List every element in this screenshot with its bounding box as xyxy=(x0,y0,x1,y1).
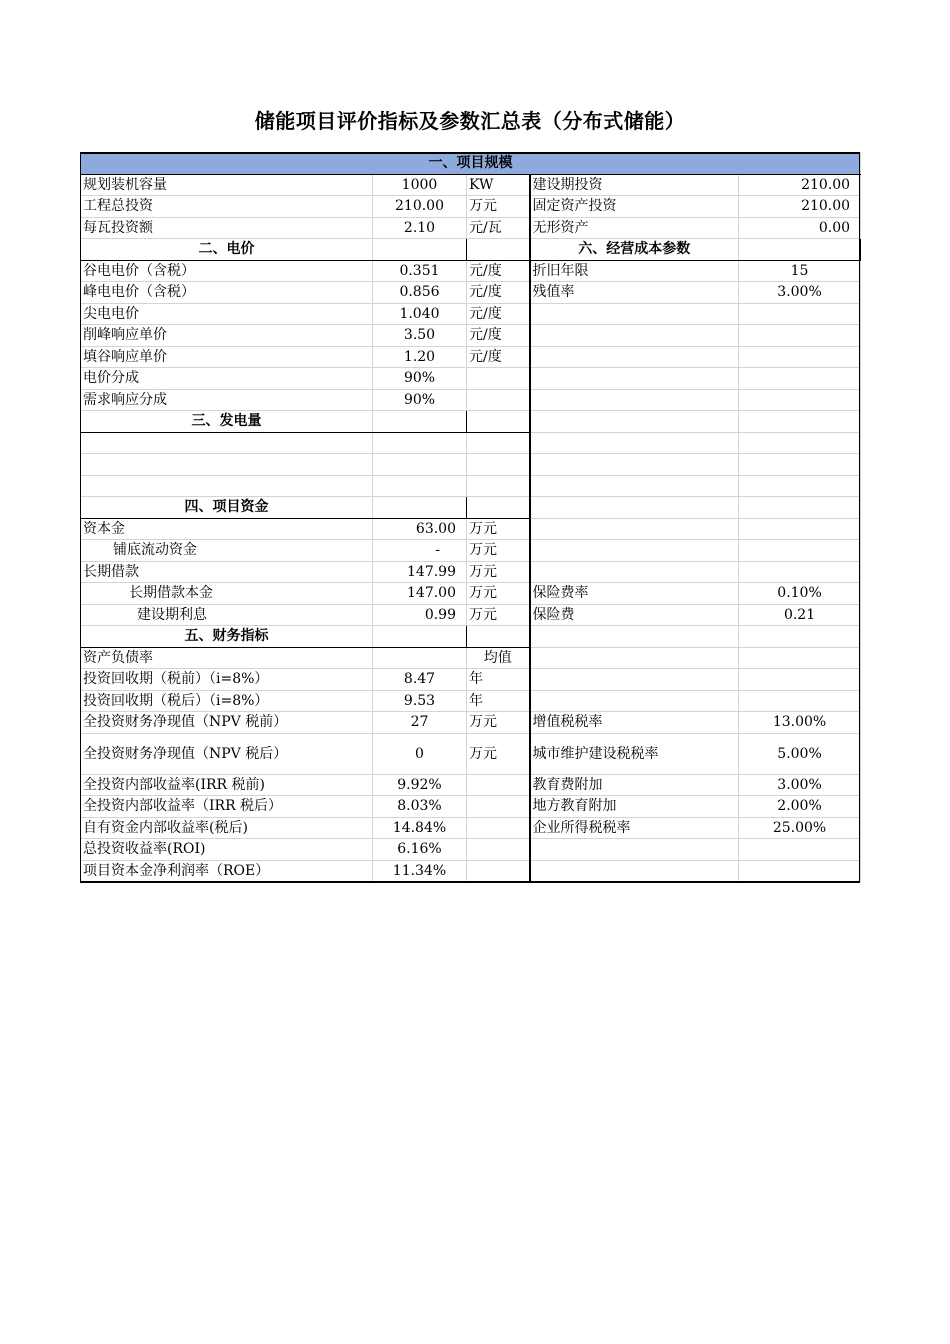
cell-unit[interactable]: 元/瓦 xyxy=(467,217,530,239)
table-row xyxy=(81,389,861,411)
cell-empty[interactable] xyxy=(739,475,861,497)
table-row xyxy=(81,217,861,239)
table-row xyxy=(81,432,861,454)
cell-empty[interactable] xyxy=(739,432,861,454)
cell-label[interactable]: 建设期投资 xyxy=(530,174,739,196)
cell-empty[interactable] xyxy=(373,647,467,669)
cell-value[interactable]: 0.10% xyxy=(739,583,861,605)
table-row xyxy=(81,475,861,497)
cell-unit[interactable]: 万元 xyxy=(467,196,530,218)
cell-empty[interactable] xyxy=(467,497,530,519)
cell-unit[interactable]: 万元 xyxy=(467,712,530,734)
cell-empty[interactable] xyxy=(739,561,861,583)
cell-value[interactable]: 15 xyxy=(739,260,861,282)
cell-value[interactable]: 90% xyxy=(373,368,467,390)
cell-value[interactable]: 0.21 xyxy=(739,604,861,626)
cell-label[interactable]: 城市维护建设税税率 xyxy=(530,733,739,774)
cell-empty[interactable] xyxy=(739,626,861,648)
cell-unit[interactable]: 年 xyxy=(467,690,530,712)
section-title-funds[interactable]: 四、项目资金 xyxy=(81,497,373,519)
cell-empty[interactable] xyxy=(530,303,739,325)
cell-label[interactable]: 削峰响应单价 xyxy=(81,325,373,347)
cell-label[interactable]: 保险费率 xyxy=(530,583,739,605)
section-title-opcost[interactable]: 六、经营成本参数 xyxy=(530,239,739,261)
cell-empty[interactable] xyxy=(467,817,530,839)
section-title-generation[interactable]: 三、发电量 xyxy=(81,411,373,433)
cell-label[interactable]: 地方教育附加 xyxy=(530,796,739,818)
cell-empty[interactable] xyxy=(530,325,739,347)
cell-label[interactable]: 教育费附加 xyxy=(530,774,739,796)
cell-note[interactable]: 均值 xyxy=(467,647,530,669)
cell-value[interactable]: 6.16% xyxy=(373,839,467,861)
cell-label[interactable]: 尖电电价 xyxy=(81,303,373,325)
cell-empty[interactable] xyxy=(530,346,739,368)
cell-empty[interactable] xyxy=(467,796,530,818)
cell-label[interactable]: 长期借款本金 xyxy=(81,583,373,605)
table-row xyxy=(81,303,861,325)
cell-label[interactable]: 投资回收期（税前）（i=8%） xyxy=(81,669,373,691)
cell-label[interactable]: 长期借款 xyxy=(81,561,373,583)
cell-value[interactable]: 147.99 xyxy=(373,561,467,583)
cell-empty[interactable] xyxy=(530,432,739,454)
cell-empty[interactable] xyxy=(373,475,467,497)
cell-empty[interactable] xyxy=(467,475,530,497)
cell-label[interactable]: 残值率 xyxy=(530,282,739,304)
cell-empty[interactable] xyxy=(81,432,373,454)
cell-value[interactable]: 0.351 xyxy=(373,260,467,282)
cell-value[interactable]: 0 xyxy=(373,733,467,774)
cell-empty[interactable] xyxy=(739,325,861,347)
cell-empty[interactable] xyxy=(467,239,530,261)
cell-unit[interactable]: 万元 xyxy=(467,604,530,626)
cell-value[interactable]: 3.50 xyxy=(373,325,467,347)
cell-empty[interactable] xyxy=(467,389,530,411)
cell-empty[interactable] xyxy=(81,454,373,476)
cell-empty[interactable] xyxy=(530,454,739,476)
cell-unit[interactable]: 元/度 xyxy=(467,325,530,347)
cell-empty[interactable] xyxy=(530,411,739,433)
cell-empty[interactable] xyxy=(739,303,861,325)
table-row xyxy=(81,454,861,476)
table-row xyxy=(81,733,861,774)
cell-unit[interactable]: 万元 xyxy=(467,733,530,774)
table-row xyxy=(81,540,861,562)
cell-label[interactable]: 全投资内部收益率（IRR 税后） xyxy=(81,796,373,818)
table-row xyxy=(81,196,861,218)
cell-value[interactable]: 210.00 xyxy=(739,174,861,196)
cell-unit[interactable]: 元/度 xyxy=(467,282,530,304)
cell-empty[interactable] xyxy=(530,839,739,861)
cell-empty[interactable] xyxy=(739,346,861,368)
cell-label[interactable]: 无形资产 xyxy=(530,217,739,239)
cell-value[interactable]: 11.34% xyxy=(373,860,467,882)
cell-empty[interactable] xyxy=(739,389,861,411)
table-row xyxy=(81,497,861,519)
table-row xyxy=(81,860,861,882)
cell-empty[interactable] xyxy=(467,860,530,882)
summary-table xyxy=(80,152,861,882)
cell-value[interactable]: 25.00% xyxy=(739,817,861,839)
cell-empty[interactable] xyxy=(81,475,373,497)
cell-empty[interactable] xyxy=(739,239,861,261)
cell-value[interactable]: 1000 xyxy=(373,174,467,196)
section-title-finance[interactable]: 五、财务指标 xyxy=(81,626,373,648)
cell-label[interactable]: 增值税税率 xyxy=(530,712,739,734)
cell-value[interactable]: 13.00% xyxy=(739,712,861,734)
cell-unit[interactable]: 元/度 xyxy=(467,303,530,325)
table-row xyxy=(81,690,861,712)
cell-value[interactable]: 8.03% xyxy=(373,796,467,818)
cell-empty[interactable] xyxy=(373,497,467,519)
cell-empty[interactable] xyxy=(467,774,530,796)
cell-label[interactable]: 规划装机容量 xyxy=(81,174,373,196)
table-row xyxy=(81,325,861,347)
cell-label[interactable]: 全投资内部收益率(IRR 税前) xyxy=(81,774,373,796)
cell-empty[interactable] xyxy=(530,497,739,519)
cell-empty[interactable] xyxy=(467,454,530,476)
cell-empty[interactable] xyxy=(373,239,467,261)
cell-value[interactable]: 147.00 xyxy=(373,583,467,605)
cell-label[interactable]: 铺底流动资金 xyxy=(81,540,373,562)
cell-value[interactable]: 0.00 xyxy=(739,217,861,239)
cell-value[interactable]: 90% xyxy=(373,389,467,411)
cell-empty[interactable] xyxy=(373,432,467,454)
cell-label[interactable]: 需求响应分成 xyxy=(81,389,373,411)
cell-label[interactable]: 投资回收期（税后）（i=8%） xyxy=(81,690,373,712)
cell-label[interactable]: 填谷响应单价 xyxy=(81,346,373,368)
cell-value[interactable]: 0.99 xyxy=(373,604,467,626)
cell-empty[interactable] xyxy=(467,626,530,648)
cell-value[interactable]: 14.84% xyxy=(373,817,467,839)
cell-label[interactable]: 固定资产投资 xyxy=(530,196,739,218)
table-row xyxy=(81,712,861,734)
table-row xyxy=(81,774,861,796)
table-row xyxy=(81,839,861,861)
cell-label[interactable]: 谷电电价（含税） xyxy=(81,260,373,282)
cell-empty[interactable] xyxy=(739,454,861,476)
cell-value[interactable]: 210.00 xyxy=(739,196,861,218)
cell-empty[interactable] xyxy=(530,518,739,540)
cell-value[interactable]: 5.00% xyxy=(739,733,861,774)
cell-value[interactable]: 9.53 xyxy=(373,690,467,712)
table-row xyxy=(81,669,861,691)
cell-empty[interactable] xyxy=(739,497,861,519)
cell-empty[interactable] xyxy=(373,454,467,476)
cell-label[interactable]: 资本金 xyxy=(81,518,373,540)
cell-label[interactable]: 工程总投资 xyxy=(81,196,373,218)
cell-empty[interactable] xyxy=(530,561,739,583)
cell-label[interactable]: 保险费 xyxy=(530,604,739,626)
cell-label[interactable]: 资产负债率 xyxy=(81,647,373,669)
table-row xyxy=(81,626,861,648)
cell-value[interactable]: 1.040 xyxy=(373,303,467,325)
cell-value[interactable]: 1.20 xyxy=(373,346,467,368)
table-row xyxy=(81,817,861,839)
section-title-scale: 一、项目规模 xyxy=(428,155,513,172)
table-row xyxy=(81,368,861,390)
table-row xyxy=(81,561,861,583)
page-title: 储能项目评价指标及参数汇总表（分布式储能） xyxy=(254,109,686,133)
cell-empty[interactable] xyxy=(530,389,739,411)
cell-empty[interactable] xyxy=(467,368,530,390)
cell-empty[interactable] xyxy=(739,839,861,861)
cell-value[interactable]: 63.00 xyxy=(373,518,467,540)
cell-value[interactable]: 210.00 xyxy=(373,196,467,218)
cell-label[interactable]: 项目资本金净利润率（ROE） xyxy=(81,860,373,882)
cell-label[interactable]: 每瓦投资额 xyxy=(81,217,373,239)
table-row xyxy=(81,174,861,196)
cell-unit[interactable]: 万元 xyxy=(467,540,530,562)
cell-label[interactable]: 建设期利息 xyxy=(81,604,373,626)
cell-label[interactable]: 峰电电价（含税） xyxy=(81,282,373,304)
cell-empty[interactable] xyxy=(373,626,467,648)
cell-empty[interactable] xyxy=(373,411,467,433)
cell-empty[interactable] xyxy=(530,626,739,648)
cell-empty[interactable] xyxy=(739,690,861,712)
table-row xyxy=(81,282,861,304)
cell-empty[interactable] xyxy=(530,669,739,691)
cell-unit[interactable]: KW xyxy=(467,174,530,196)
cell-empty[interactable] xyxy=(739,368,861,390)
cell-unit[interactable]: 年 xyxy=(467,669,530,691)
cell-empty[interactable] xyxy=(739,411,861,433)
cell-label[interactable]: 总投资收益率(ROI) xyxy=(81,839,373,861)
cell-empty[interactable] xyxy=(530,860,739,882)
cell-label[interactable]: 全投资财务净现值（NPV 税后） xyxy=(81,733,373,774)
cell-label[interactable]: 电价分成 xyxy=(81,368,373,390)
cell-value[interactable]: - xyxy=(373,540,467,562)
summary-sheet xyxy=(80,152,860,881)
cell-empty[interactable] xyxy=(739,860,861,882)
cell-value[interactable]: 3.00% xyxy=(739,774,861,796)
cell-label[interactable]: 企业所得税税率 xyxy=(530,817,739,839)
cell-empty[interactable] xyxy=(739,669,861,691)
cell-label[interactable]: 自有资金内部收益率(税后) xyxy=(81,817,373,839)
cell-unit[interactable]: 万元 xyxy=(467,518,530,540)
table-row xyxy=(81,346,861,368)
cell-label[interactable]: 全投资财务净现值（NPV 税前） xyxy=(81,712,373,734)
cell-label[interactable]: 折旧年限 xyxy=(530,260,739,282)
cell-value[interactable]: 9.92% xyxy=(373,774,467,796)
table-row xyxy=(81,796,861,818)
cell-value[interactable]: 2.00% xyxy=(739,796,861,818)
cell-empty[interactable] xyxy=(530,540,739,562)
cell-empty[interactable] xyxy=(739,647,861,669)
cell-empty[interactable] xyxy=(739,518,861,540)
cell-unit[interactable]: 元/度 xyxy=(467,346,530,368)
cell-value[interactable]: 2.10 xyxy=(373,217,467,239)
section-title-price[interactable]: 二、电价 xyxy=(81,239,373,261)
table-row xyxy=(81,604,861,626)
cell-value[interactable]: 8.47 xyxy=(373,669,467,691)
cell-empty[interactable] xyxy=(530,368,739,390)
table-row xyxy=(81,411,861,433)
cell-empty[interactable] xyxy=(530,690,739,712)
cell-empty[interactable] xyxy=(530,647,739,669)
table-row xyxy=(81,518,861,540)
cell-empty[interactable] xyxy=(739,540,861,562)
cell-empty[interactable] xyxy=(530,475,739,497)
cell-unit[interactable]: 元/度 xyxy=(467,260,530,282)
cell-value[interactable]: 27 xyxy=(373,712,467,734)
table-row xyxy=(81,647,861,669)
cell-value[interactable]: 0.856 xyxy=(373,282,467,304)
table-row xyxy=(81,260,861,282)
cell-unit[interactable]: 万元 xyxy=(467,583,530,605)
cell-empty[interactable] xyxy=(467,839,530,861)
section-header-scale[interactable] xyxy=(81,153,861,175)
cell-unit[interactable]: 万元 xyxy=(467,561,530,583)
cell-value[interactable]: 3.00% xyxy=(739,282,861,304)
cell-empty[interactable] xyxy=(467,432,530,454)
table-row xyxy=(81,583,861,605)
table-row xyxy=(81,239,861,261)
cell-empty[interactable] xyxy=(467,411,530,433)
